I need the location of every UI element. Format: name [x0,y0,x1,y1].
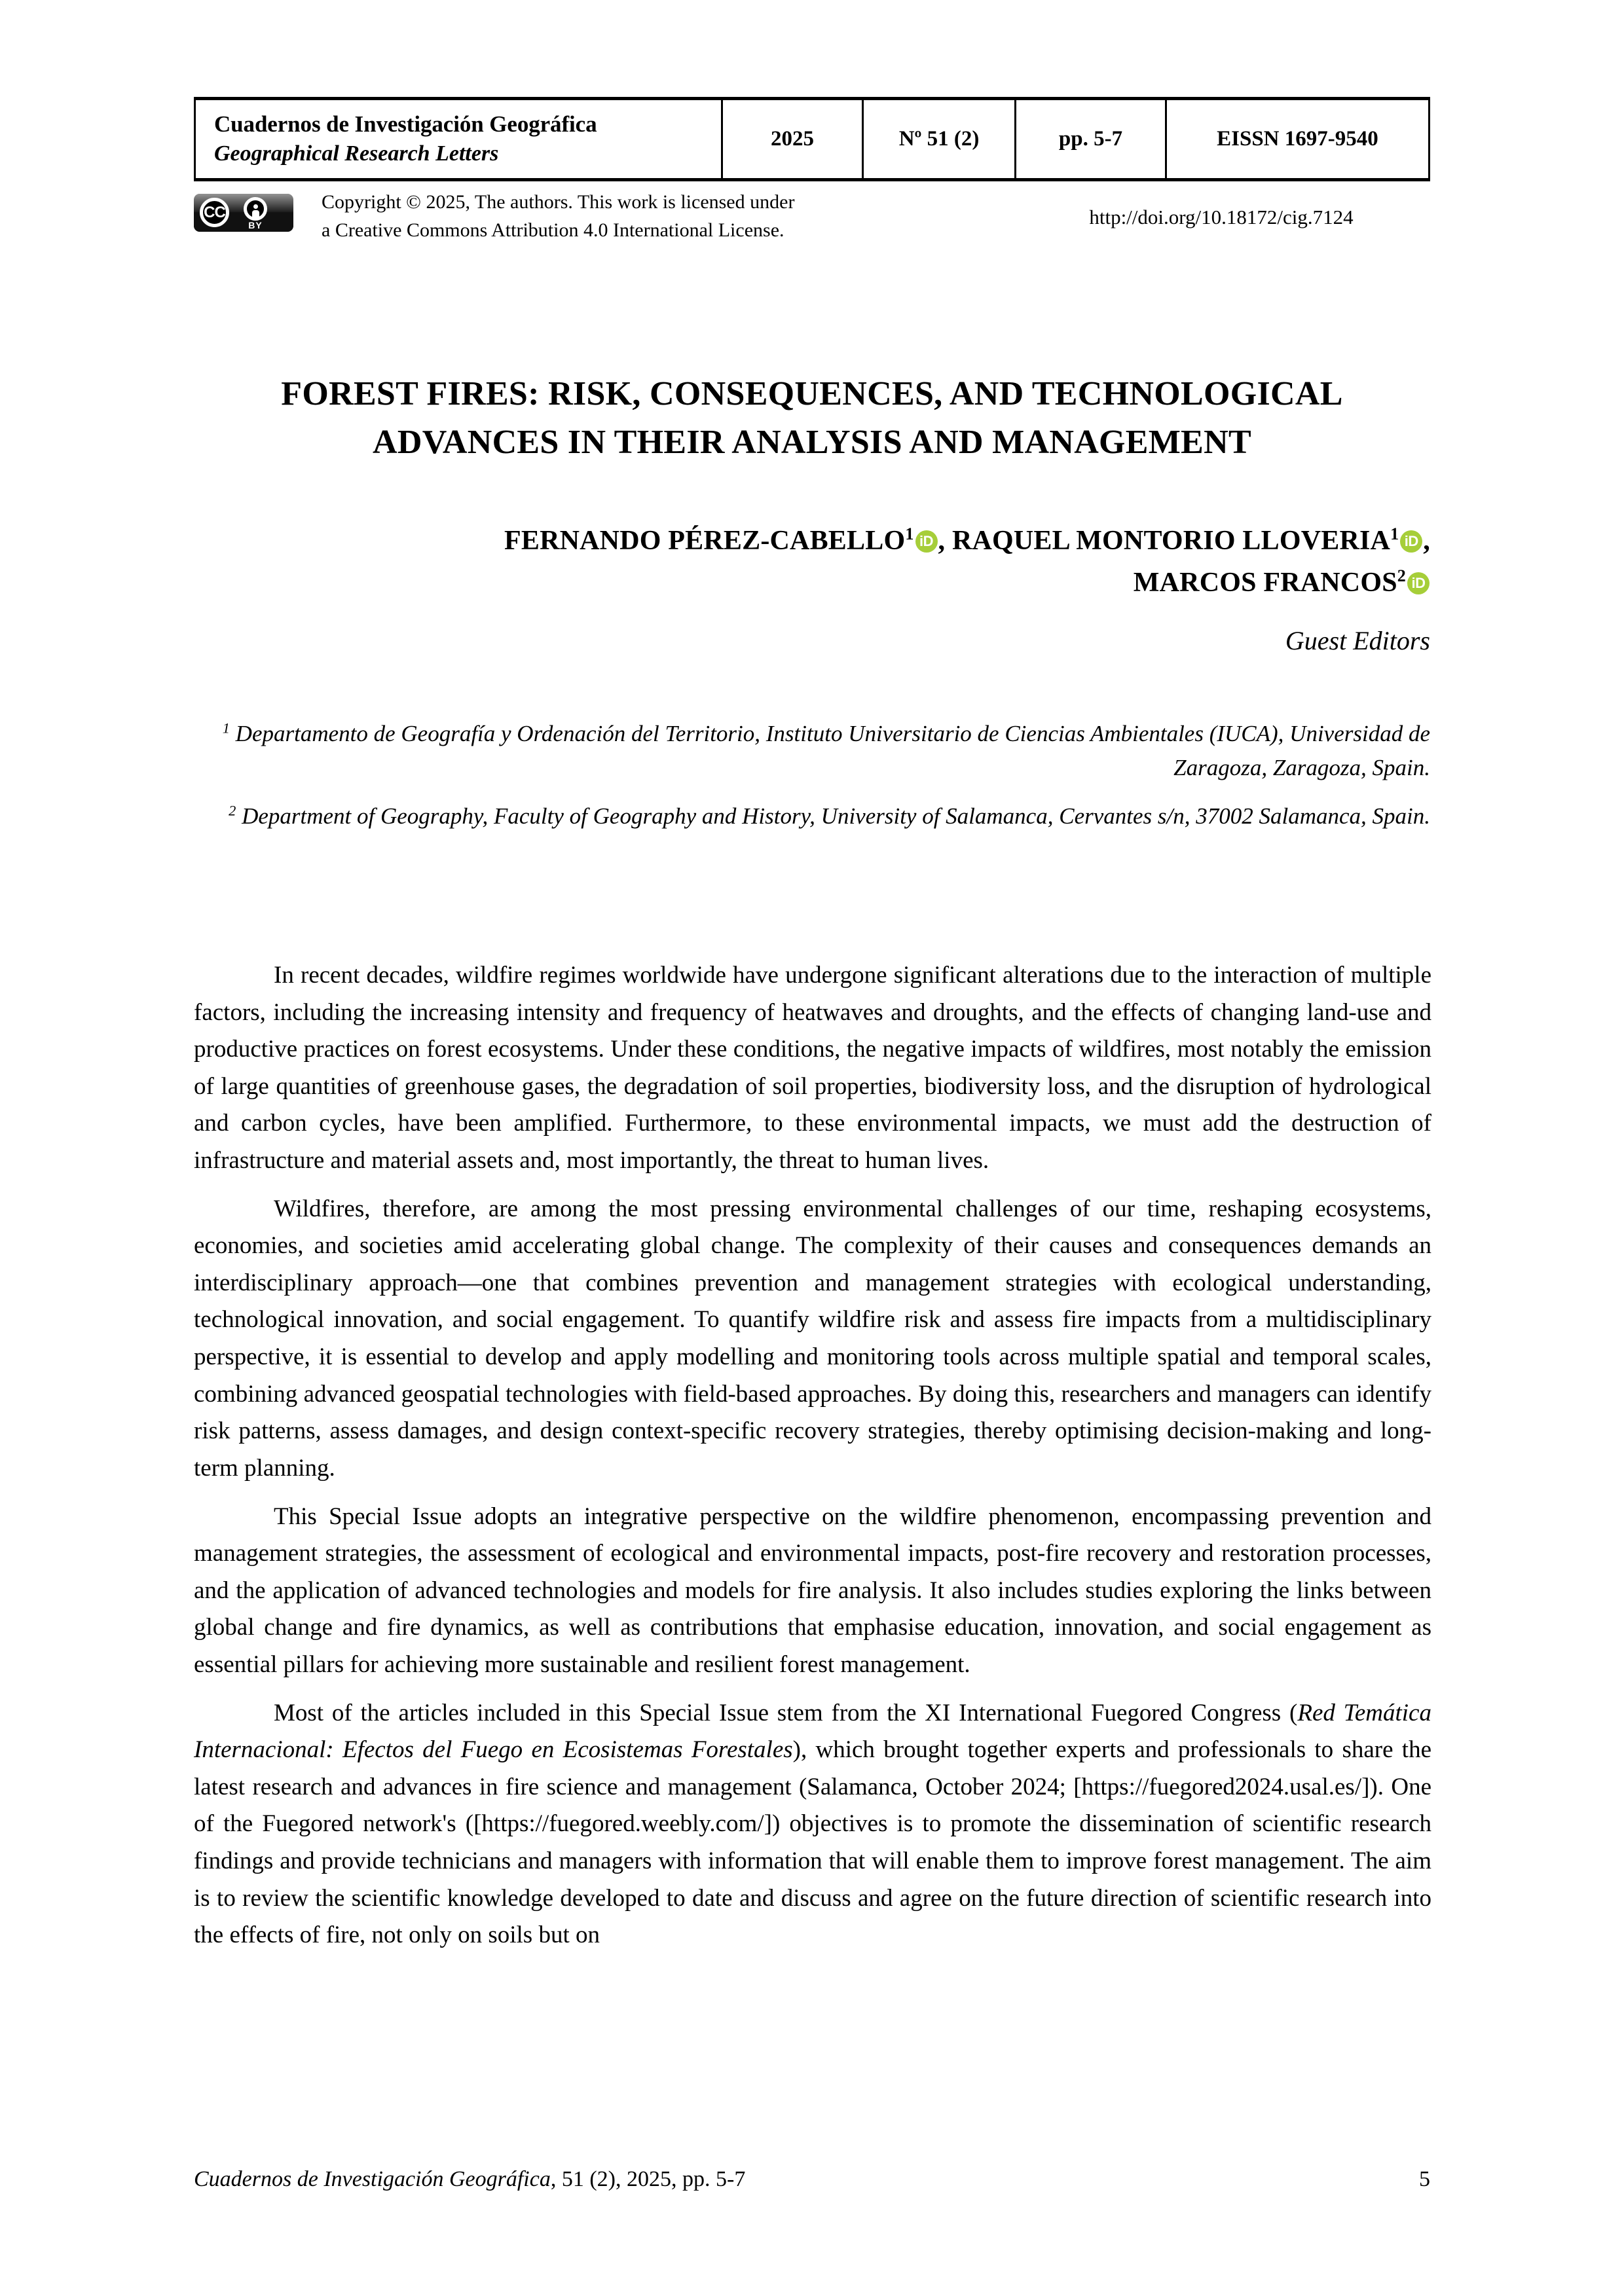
author-separator-2: , [1423,526,1430,556]
editor-role-label: Guest Editors [1285,626,1430,655]
author-list [194,520,1430,604]
congress-name-italic: Red Temática Internacional: Efectos del Fuego en Ecosistemas Forestales [194,1699,1431,1764]
body-paragraph-4-part-1: Most of the articles included in this Special Issue stem from the XI International Fuegored Congress ( [274,1699,1298,1726]
masthead-row [195,99,1430,180]
body-paragraph-4 [194,1695,1431,1954]
orcid-icon-3[interactable]: iD [1407,572,1430,594]
journal-masthead-table [194,97,1430,181]
license-row [194,189,1430,249]
article-title [194,370,1430,467]
body-paragraph-1: In recent decades, wildfire regimes worldwide have undergone significant alterations due to the interaction of multiple factors, including the increasing intensity and frequency of heatwaves and droughts, and the effects of changing land-use and productive practices on forest ecosystems. Under these conditions, the negative impacts of wildfires, most notably the emission of large quantities of greenhouse gases, the degradation of soil properties, biodiversity loss, and the disruption of hydrological and carbon cycles, have been amplified. Furthermore, to these environmental impacts, we must add the destruction of infrastructure and material assets and, most importantly, the threat to human lives. [194,962,1431,1175]
author-name-3: MARCOS FRANCOS [1133,567,1397,598]
page-number: 5 [1419,2167,1430,2191]
author-name-2: RAQUEL MONTORIO LLOVERIA [951,526,1391,556]
footer-citation-detail: , 51 (2), 2025, pp. 5-7 [550,2167,746,2191]
copyright-license-text [322,189,872,244]
article-title-line-1: FOREST FIRES: RISK, CONSEQUENCES, AND TECHNOLOGICAL [281,374,1343,412]
footer-citation [194,2167,745,2192]
creative-commons-by-badge-icon[interactable] [194,194,293,232]
article-title-line-2: ADVANCES IN THEIR ANALYSIS AND MANAGEMENT [373,423,1251,461]
author-entry-3 [1134,568,1430,598]
affiliation-1 [194,717,1430,785]
affiliation-marker-1: 1 [222,720,230,737]
orcid-icon-1[interactable]: iD [915,530,938,553]
affiliation-marker-2: 2 [229,801,236,818]
journal-name-cell [195,99,722,180]
affiliation-text-1: Departamento de Geografía y Ordenación del Territorio, Instituto Universitario de Ciencias Ambientales (IUCA), Universidad de Zaragoza, Zaragoza, Spain. [235,721,1430,780]
article-body [194,957,1431,1954]
orcid-icon-2[interactable]: iD [1400,530,1422,553]
author-separator-1: , [938,526,952,556]
cc-attribution-person-icon [244,197,267,221]
affiliation-list [194,717,1430,847]
masthead-pages-cell: pp. 5-7 [1016,99,1166,180]
body-paragraph-2: Wildfires, therefore, are among the most pressing environmental challenges of our time, reshaping ecosystems, economies, and societies amid accelerating global change. The complexity of their causes and consequences demands an interdisciplinary approach—one that combines prevention and management strategies with ecological understanding, technological innovation, and social engagement. To quantify wildfire risk and assess fire impacts from a multidisciplinary perspective, it is essential to develop and apply modelling and monitoring tools across multiple spatial and temporal scales, combining advanced geospatial technologies with field-based approaches. By doing this, researchers and managers can identify risk patterns, assess damages, and design context-specific recovery strategies, thereby optimising decision-making and long-term planning. [194,1195,1431,1482]
journal-title-spanish: Cuadernos de Investigación Geográfica [214,111,597,137]
body-paragraph-4-part-2: ), which brought together experts and professionals to share the latest research and advances in fire science and management (Salamanca, October 2024; [https://fuegored2024.usal.es/]). One of the Fuegored network's ([https://fuegored.weebly.com/]) objectives is to promote the dissemination of scientific research findings and provide technicians and managers with information that will enable them to improve forest management. The aim is to review the scientific knowledge developed to date and discuss and agree on the future direction of scientific research into the effects of fire, not only on soils but on [194,1736,1431,1949]
cc-logo-icon: CC [200,198,229,227]
affiliation-text-2: Department of Geography, Faculty of Geography and History, University of Salamanca, Cervantes s/n, 37002 Salamanca, Spain. [242,803,1430,829]
author-name-1: FERNANDO PÉREZ-CABELLO [504,526,906,556]
author-affil-marker-3: 2 [1397,566,1406,585]
body-paragraph-3: This Special Issue adopts an integrative perspective on the wildfire phenomenon, encompassing prevention and management strategies, the assessment of ecological and environmental impacts, post-fire recovery and restoration processes, and the application of advanced technologies and models for fire analysis. It also includes studies exploring the links between global change and fire dynamics, as well as contributions that emphasise education, innovation, and social engagement as essential pillars for achieving more sustainable and resilient forest management. [194,1503,1431,1678]
affiliation-2 [194,799,1430,833]
person-body-shape [252,210,259,219]
author-entry-1 [504,526,938,556]
author-entry-2 [952,526,1423,556]
person-head-shape [253,204,258,209]
footer-journal-name: Cuadernos de Investigación Geográfica [194,2167,551,2191]
page-footer [194,2167,1430,2192]
masthead-year-cell: 2025 [722,99,863,180]
masthead-issue-cell: Nº 51 (2) [862,99,1015,180]
license-line-1: Copyright © 2025, The authors. This work is licensed under [322,191,795,213]
license-line-2: a Creative Commons Attribution 4.0 International License. [322,219,784,241]
author-affil-marker-1: 1 [905,524,914,543]
cc-by-label: BY [248,220,263,230]
doi-link[interactable]: http://doi.org/10.18172/cig.7124 [1089,206,1354,228]
masthead-eissn-cell: EISSN 1697-9540 [1166,99,1429,180]
journal-title-english: Geographical Research Letters [214,141,499,166]
author-affil-marker-2: 1 [1390,524,1399,543]
